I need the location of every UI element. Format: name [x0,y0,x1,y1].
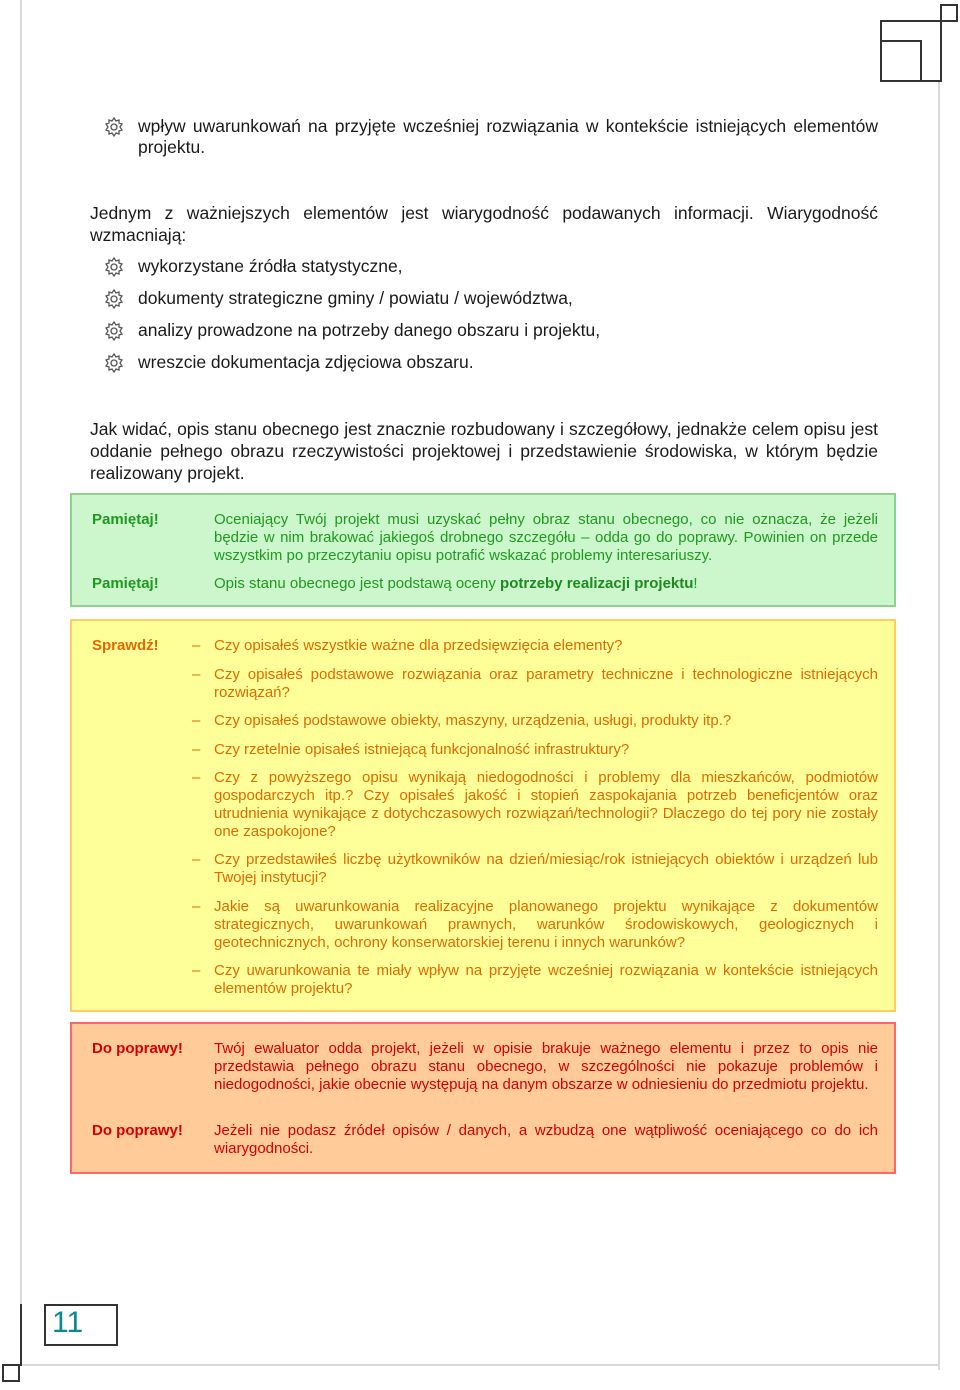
cog-bullet-icon [102,288,128,310]
corner-box-inner [880,40,922,82]
corner-box-small [940,4,958,22]
fix-text: Jeżeli nie podasz źródeł opisów / danych, a wzbudzą one wątpliwość oceniającego co do ich wiarygodności. [214,1122,878,1157]
remember-label: Pamiętaj! [92,575,159,592]
cog-bullet-icon [102,256,128,278]
intro-bullet-text: wpływ uwarunkowań na przyjęte wcześniej rozwiązania w kontekście istniejących elementów projektu. [138,116,878,157]
check-item: Czy przedstawiłeś liczbę użytkowników na dzień/miesiąc/rok istniejących obiektów i urządzeń lub Twojej instytucji? [214,851,878,886]
dash: – [192,769,201,786]
frame-bottom-left-dark [20,1304,22,1366]
fix-box [70,1022,896,1174]
paragraph-summary: Jak widać, opis stanu obecnego jest znacznie rozbudowany i szczegółowy, jednakże celem opisu jest oddanie pełnego obrazu rzeczywistości projektowej i przedstawienie środowiska, w którym będzie realizowany projekt. [90,419,878,483]
remember-label: Pamiętaj! [92,511,159,528]
frame-right-line [938,80,940,1370]
bullet-text: dokumenty strategiczne gminy / powiatu / województwa, [138,288,573,308]
dash: – [192,898,201,915]
dash: – [192,741,201,758]
bullet-text: wreszcie dokumentacja zdjęciowa obszaru. [138,352,474,372]
remember-text-after: ! [693,575,698,592]
remember-text [214,575,878,593]
bullet-item [90,256,878,278]
fix-label: Do poprawy! [92,1040,183,1057]
check-box [70,619,896,1012]
bullet-item [90,352,878,374]
intro-bullet [90,116,878,158]
paragraph-credibility: Jednym z ważniejszych elementów jest wiarygodność podawanych informacji. Wiarygodność wzmacniają: [90,203,878,245]
remember-text-bold: potrzeby realizacji projektu [500,575,694,592]
check-item: Czy z powyższego opisu wynikają niedogodności i problemy dla mieszkańców, podmiotów gospodarczych itp.? Czy opisałeś jakość i stopień zaspokajania potrzeb beneficjentów oraz utrudnienia wynikające z dotychczasowych rozwiązań/technologii? Dlaczego do tej pory nie zostały one zaspokojone? [214,769,878,840]
dash: – [192,637,201,654]
cog-bullet-icon [102,116,128,138]
dash: – [192,712,201,729]
check-item: Jakie są uwarunkowania realizacyjne planowanego projektu wynikające z dokumentów strategicznych, uwarunkowań prawnych, warunków środowiskowych, geologicznych i geotechnicznych, ochrony konserwatorskiej terenu i innych warunków? [214,898,878,951]
dash: – [192,851,201,868]
bullet-text: wykorzystane źródła statystyczne, [138,256,403,276]
check-item: Czy opisałeś wszystkie ważne dla przedsięwzięcia elementy? [214,637,623,654]
bullet-item [90,288,878,310]
corner-box-bottom-left [2,1364,20,1382]
cog-bullet-icon [102,352,128,374]
remember-box [70,493,896,607]
fix-text: Twój ewaluator odda projekt, jeżeli w opisie brakuje ważnego elementu i przez to opis nie przedstawia pełnego obrazu stanu obecnego, w szczególności nie pokazuje problemów i niedogodności, jakie obecnie występują na danym obszarze w odniesieniu do przedmiotu projektu. [214,1040,878,1093]
page-number: 11 [52,1306,84,1339]
check-item: Czy rzetelnie opisałeś istniejącą funkcjonalność infrastruktury? [214,741,630,758]
cog-bullet-icon [102,320,128,342]
check-item: Czy opisałeś podstawowe rozwiązania oraz parametry techniczne i technologiczne istniejących rozwiązań? [214,666,878,701]
check-item: Czy uwarunkowania te miały wpływ na przyjęte wcześniej rozwiązania w kontekście istniejących elementów projektu? [214,962,878,997]
remember-text-before: Opis stanu obecnego jest podstawą oceny [214,575,501,592]
bullet-item [90,320,878,342]
frame-left-line [20,0,22,1366]
fix-label: Do poprawy! [92,1122,183,1139]
dash: – [192,962,201,979]
frame-bottom-line [20,1364,940,1366]
bullet-text: analizy prowadzone na potrzeby danego obszaru i projektu, [138,320,601,340]
remember-text: Oceniający Twój projekt musi uzyskać pełny obraz stanu obecnego, co nie oznacza, że jeżeli będzie w nim brakować jakiegoś drobnego szczegółu – odda go do poprawy. Powinien on przede wszystkim po przeczytaniu opisu potrafić wskazać problemy interesariuszy. [214,511,878,564]
check-item: Czy opisałeś podstawowe obiekty, maszyny, urządzenia, usługi, produkty itp.? [214,712,732,729]
dash: – [192,666,201,683]
check-label: Sprawdź! [92,637,159,654]
